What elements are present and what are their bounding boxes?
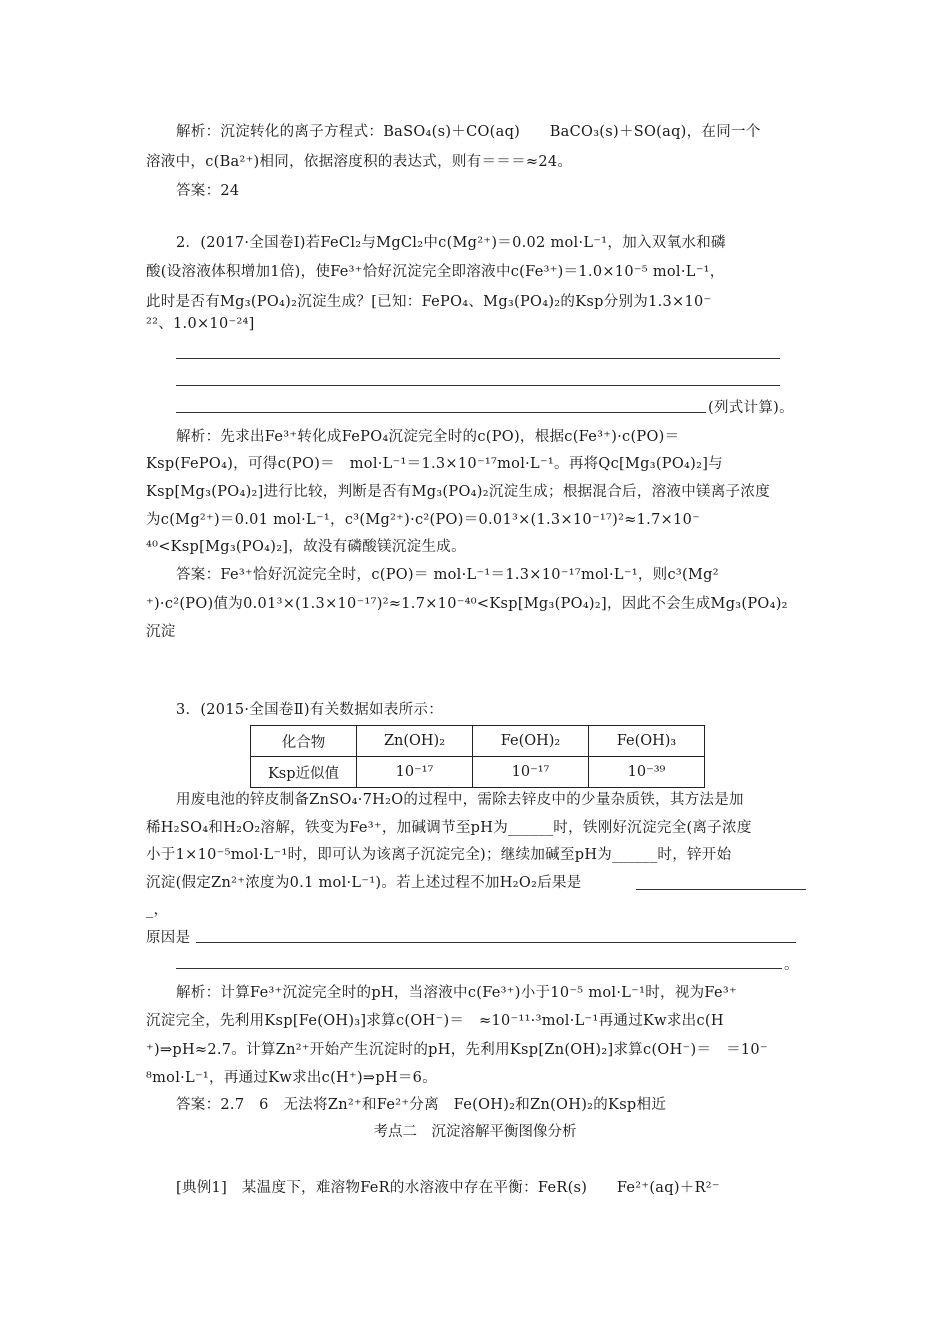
question-3-line: 用废电池的锌皮制备ZnSO₄·7H₂O的过程中，需除去锌皮中的少量杂质铁，其方法是加 [176, 792, 744, 808]
table-cell: Zn(OH)₂ [357, 726, 473, 757]
analysis-line: 为c(Mg²⁺)＝0.01 mol·L⁻¹，c³(Mg²⁺)·c²(PO)＝0.01³×(1.3×10⁻¹⁷)²≈1.7×10⁻ [146, 512, 701, 528]
analysis-line: ⁸mol·L⁻¹，再通过Kw求出c(H⁺)⇒pH＝6。 [146, 1070, 438, 1086]
analysis-line: Ksp(FePO₄)，可得c(PO)＝ mol·L⁻¹＝1.3×10⁻¹⁷mol·L⁻¹。再将Qc[Mg₃(PO₄)₂]与 [146, 456, 723, 472]
analysis-line: 溶液中，c(Ba²⁺)相同，依据溶度积的表达式，则有＝＝＝≈24。 [146, 154, 573, 170]
answer-blank-line[interactable] [176, 358, 780, 359]
reason-label: 原因是 [146, 930, 191, 946]
analysis-line: 沉淀完全，先利用Ksp[Fe(OH)₃]求算c(OH⁻)＝ ≈10⁻¹¹·³mol·L⁻¹再通过Kw求出c(H [146, 1013, 724, 1029]
answer-blank-line[interactable] [636, 889, 806, 890]
question-2-line: 此时是否有Mg₃(PO₄)₂沉淀生成？[已知：FePO₄、Mg₃(PO₄)₂的Ksp分别为1.3×10⁻ [146, 294, 712, 310]
answer-blank-line[interactable] [196, 942, 796, 943]
table-cell: 10⁻¹⁷ [357, 757, 473, 788]
answer-line: ⁺)·c²(PO)值为0.01³×(1.3×10⁻¹⁷)²≈1.7×10⁻⁴⁰<Ksp[Mg₃(PO₄)₂]，因此不会生成Mg₃(PO₄)₂ [146, 596, 788, 612]
analysis-line: Ksp[Mg₃(PO₄)₂]进行比较，判断是否有Mg₃(PO₄)₂沉淀生成；根据混合后，溶液中镁离子浓度 [146, 484, 771, 500]
ksp-table [250, 725, 705, 788]
answer-blank-line[interactable] [176, 968, 782, 969]
table-cell: Fe(OH)₃ [589, 726, 705, 757]
answer-blank-line[interactable] [176, 412, 706, 413]
analysis-line: 解析：沉淀转化的离子方程式：BaSO₄(s)＋CO(aq) BaCO₃(s)＋SO(aq)，在同一个 [176, 124, 761, 140]
table-cell: 10⁻¹⁷ [473, 757, 589, 788]
table-cell: Ksp近似值 [251, 757, 357, 788]
question-3-intro: 3．(2015·全国卷Ⅱ)有关数据如表所示： [176, 702, 444, 718]
section-title: 考点二 沉淀溶解平衡图像分析 [373, 1124, 577, 1140]
answer-blank-line[interactable] [176, 385, 780, 386]
analysis-line: 解析：计算Fe³⁺沉淀完全时的pH，当溶液中c(Fe³⁺)小于10⁻⁵ mol·L⁻¹时，视为Fe³⁺ [176, 985, 737, 1001]
question-3-line: 稀H₂SO₄和H₂O₂溶解，铁变为Fe³⁺，加碱调节至pH为______时，铁刚好沉淀完全(离子浓度 [146, 820, 752, 836]
question-2-line: ²²、1.0×10⁻²⁴] [146, 316, 255, 332]
blank-suffix: (列式计算)。 [708, 400, 794, 416]
example-line: [典例1] 某温度下，难溶物FeR的水溶液中存在平衡：FeR(s) Fe²⁺(aq)＋R²⁻ [176, 1180, 720, 1196]
question-3-line: _， [146, 902, 169, 918]
question-2-line: 酸(设溶液体积增加1倍)，使Fe³⁺恰好沉淀完全即溶液中c(Fe³⁺)＝1.0×10⁻⁵ mol·L⁻¹， [146, 264, 725, 280]
table-cell: Fe(OH)₂ [473, 726, 589, 757]
answer-line: 答案：24 [176, 183, 240, 199]
answer-line: 沉淀 [146, 624, 176, 640]
table-header-row [251, 726, 705, 757]
analysis-line: ⁴⁰<Ksp[Mg₃(PO₄)₂]，故没有磷酸镁沉淀生成。 [146, 539, 466, 555]
table-cell: 化合物 [251, 726, 357, 757]
question-2-line: 2．(2017·全国卷Ⅰ)若FeCl₂与MgCl₂中c(Mg²⁺)＝0.02 mol·L⁻¹，加入双氧水和磷 [176, 235, 726, 251]
analysis-line: ⁺)⇒pH≈2.7。计算Zn²⁺开始产生沉淀时的pH，先利用Ksp[Zn(OH)₂]求算c(OH⁻)＝ ＝10⁻ [146, 1042, 768, 1058]
end-mark: 。 [784, 957, 799, 973]
analysis-line: 解析：先求出Fe³⁺转化成FePO₄沉淀完全时的c(PO)，根据c(Fe³⁺)·c(PO)＝ [176, 429, 680, 445]
answer-line: 答案：2.7 6 无法将Zn²⁺和Fe²⁺分离 Fe(OH)₂和Zn(OH)₂的Ksp相近 [176, 1097, 667, 1113]
question-3-line: 小于1×10⁻⁵mol·L⁻¹时，即可认为该离子沉淀完全)；继续加碱至pH为______时，锌开始 [146, 847, 732, 863]
table-row [251, 757, 705, 788]
table-cell: 10⁻³⁹ [589, 757, 705, 788]
answer-line: 答案：Fe³⁺恰好沉淀完全时，c(PO)＝ mol·L⁻¹＝1.3×10⁻¹⁷mol·L⁻¹，则c³(Mg² [176, 567, 719, 583]
question-3-line: 沉淀(假定Zn²⁺浓度为0.1 mol·L⁻¹)。若上述过程不加H₂O₂后果是 [146, 875, 582, 891]
